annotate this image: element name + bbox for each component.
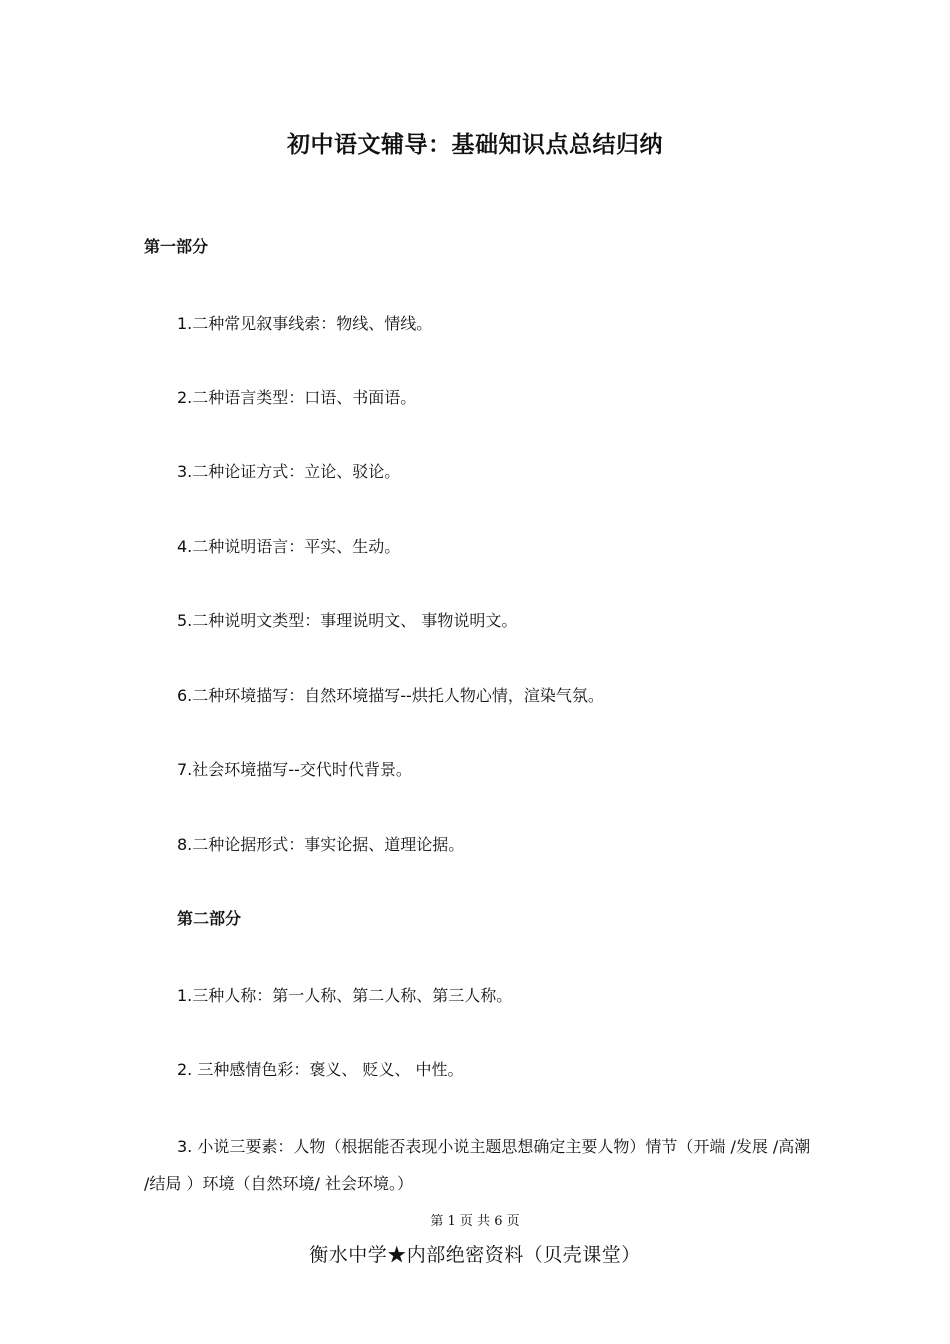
list-item: 1.二种常见叙事线索：物线、情线。	[177, 314, 433, 333]
list-item: 2.二种语言类型：口语、书面语。	[177, 388, 417, 407]
list-item: 8.二种论据形式：事实论据、道理论据。	[177, 835, 465, 854]
list-item: 6.二种环境描写：自然环境描写--烘托人物心情，渲染气氛。	[177, 686, 604, 705]
page-title: 初中语文辅导：基础知识点总结归纳	[287, 132, 663, 158]
list-item: 7.社会环境描写--交代时代背景。	[177, 760, 412, 779]
list-item: 3.二种论证方式：立论、驳论。	[177, 462, 401, 481]
section-heading-1: 第一部分	[144, 237, 209, 256]
list-item: 4.二种说明语言：平实、生动。	[177, 537, 401, 556]
section-heading-2: 第二部分	[177, 909, 242, 928]
list-item: 5.二种说明文类型：事理说明文、 事物说明文。	[177, 611, 518, 630]
list-item: 2. 三种感情色彩：褒义、 贬义、 中性。	[177, 1060, 464, 1079]
list-item: 1.三种人称：第一人称、第二人称、第三人称。	[177, 986, 513, 1005]
footer-text: 衡水中学★内部绝密资料（贝壳课堂）	[309, 1244, 641, 1266]
page-number: 第 1 页 共 6 页	[430, 1214, 520, 1229]
novel-elements-paragraph: 3. 小说三要素：人物（根据能否表现小说主题思想确定主要人物）情节（开端 /发展 /高潮 /结局 ）环境（自然环境/ 社会环境。）	[144, 1137, 811, 1193]
